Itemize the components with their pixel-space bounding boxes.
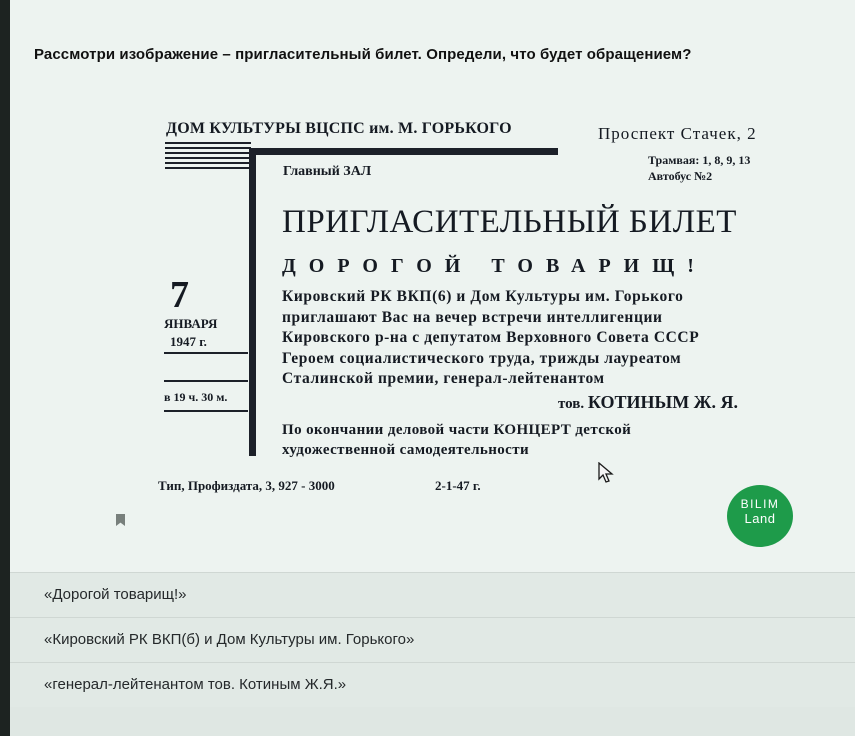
logo-text-line1: BILIM: [740, 497, 780, 511]
ticket-body-line: Героем социалистического труда, трижды лауреатом: [282, 349, 682, 367]
ticket-footer-line: художественной самодеятельности: [282, 442, 530, 458]
answer-options: [10, 572, 855, 707]
ticket-footer: [282, 420, 842, 460]
left-edge-strip: [0, 0, 10, 736]
bilim-land-logo: [727, 485, 793, 547]
cursor-icon: [598, 462, 614, 484]
ticket-top-bar: [251, 148, 558, 155]
answer-option[interactable]: «генерал-лейтенантом тов. Котиным Ж.Я.»: [10, 662, 855, 707]
ticket-time: в 19 ч. 30 м.: [164, 390, 228, 404]
ticket-body: [282, 287, 842, 390]
ticket-body-line: приглашают Вас на вечер встречи интеллигенции: [282, 308, 663, 326]
ticket-signature-name: КОТИНЫМ Ж. Я.: [587, 392, 738, 412]
logo-text-line2: Land: [744, 511, 776, 526]
ticket-footer-line: По окончании деловой части КОНЦЕРТ детской: [282, 422, 632, 438]
ticket-transport: [648, 152, 750, 184]
question-text: Рассмотри изображение – пригласительный билет. Определи, что будет обращением?: [34, 46, 692, 63]
ticket-print-date: 2-1-47 г.: [435, 478, 481, 493]
ticket-title: ПРИГЛАСИТЕЛЬНЫЙ БИЛЕТ: [282, 204, 737, 240]
ticket-transport-bus: Автобус №2: [648, 169, 713, 183]
ticket-house-name: ДОМ КУЛЬТУРЫ ВЦСПС им. М. ГОРЬКОГО: [166, 120, 512, 137]
ticket-signature: [558, 392, 738, 413]
ticket-month: ЯНВАРЯ: [164, 316, 218, 331]
ticket-year: 1947 г.: [170, 334, 207, 349]
answer-option[interactable]: «Дорогой товарищ!»: [10, 572, 855, 617]
ticket-print-info: Тип, Профиздата, 3, 927 - 3000: [158, 478, 335, 493]
ticket-transport-tram: Трамвая: 1, 8, 9, 13: [648, 153, 751, 167]
ticket-greeting: ДОРОГОЙ ТОВАРИЩ!: [282, 255, 707, 277]
ticket-body-line: Кировского р-на с депутатом Верховного Совета СССР: [282, 329, 700, 346]
ticket-signature-prefix: тов.: [558, 396, 585, 412]
ticket-body-line: Кировский РК ВКП(6) и Дом Культуры им. Горького: [282, 288, 684, 305]
ticket-vertical-bar: [249, 148, 256, 456]
ticket-stripes: [165, 142, 251, 172]
ticket-time-divider-bottom: [164, 410, 248, 412]
ticket-hall: Главный ЗАЛ: [283, 164, 372, 179]
answer-option[interactable]: «Кировский РК ВКП(б) и Дом Культуры им. Горького»: [10, 617, 855, 662]
ticket-date-divider: [164, 352, 248, 354]
ticket-address: Проспект Стачек, 2: [598, 124, 757, 143]
ticket-body-line: Сталинской премии, генерал-лейтенантом: [282, 370, 605, 387]
ticket-time-divider-top: [164, 380, 248, 382]
ticket-day: 7: [170, 274, 189, 316]
invitation-ticket-image: [150, 100, 840, 510]
